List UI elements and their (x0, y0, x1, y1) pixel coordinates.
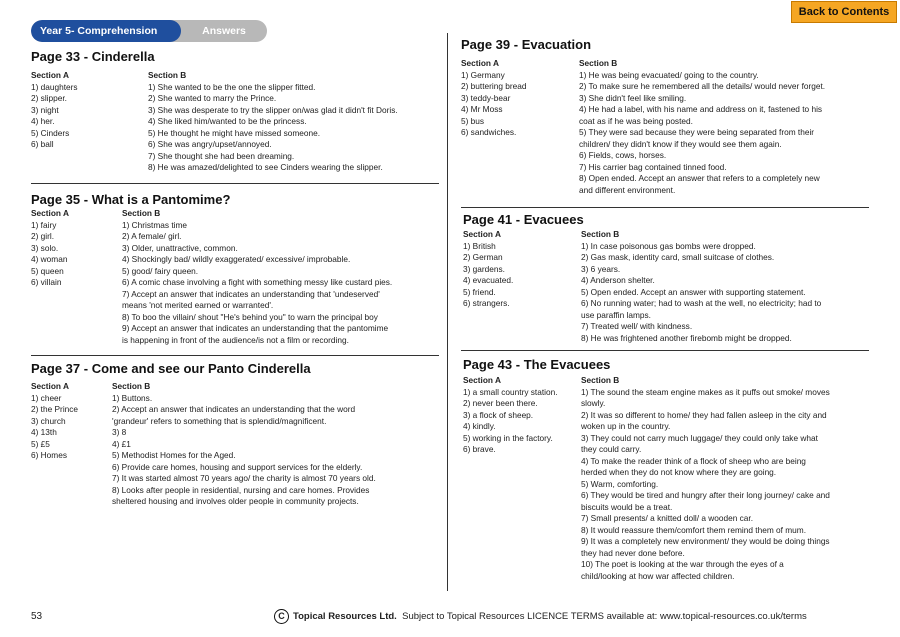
answer-b: 4) Anderson shelter. (581, 275, 655, 285)
section-a-page37 (31, 381, 78, 462)
answer-b: 2) It was so different to home/ they had fallen asleep in the city and (581, 409, 827, 420)
section-title-page37: Page 37 - Come and see our Panto Cinderella (31, 361, 311, 376)
answer-a: 3) a flock of sheep. (463, 409, 534, 420)
answer-b: 6) No running water; had to wash at the well, no electricity; had to (581, 298, 822, 308)
section-divider (31, 183, 439, 184)
answer-a: 6) strangers. (463, 298, 510, 308)
answer-b: 4) He had a label, with his name and address on it, fastened to his (579, 104, 823, 114)
answer-a: 5) £5 (31, 438, 50, 449)
answer-b: 8) To boo the villain/ shout "He's behind you" to warn the principal boy (122, 311, 378, 322)
answer-b: 5) Open ended. Accept an answer with supporting statement. (581, 286, 806, 297)
answer-a: 6) brave. (463, 444, 496, 454)
copyright-icon: C (274, 609, 289, 624)
answer-b: they could carry. (581, 444, 642, 454)
section-title-page35: Page 35 - What is a Pantomime? (31, 192, 231, 207)
section-b-heading: Section B (148, 70, 187, 80)
answer-a: 6) villain (31, 277, 62, 287)
answer-b: 2) To make sure he remembered all the details/ would never forget. (579, 81, 826, 91)
answer-a: 4) Mr Moss (461, 104, 503, 114)
section-a-page41 (463, 229, 513, 310)
answer-b: 2) She wanted to marry the Prince. (148, 93, 277, 103)
section-a-heading: Section A (31, 381, 69, 391)
answer-a: 5) Cinders (31, 127, 70, 138)
section-b-heading: Section B (112, 381, 151, 391)
answer-a: 6) Homes (31, 450, 67, 460)
answer-b: 6) A comic chase involving a fight with something messy like custard pies. (122, 277, 393, 287)
answer-b: 6) Fields, cows, horses. (579, 150, 667, 160)
answer-b: 7) Treated well/ with kindness. (581, 321, 693, 331)
answer-b: 3) Older, unattractive, common. (122, 242, 238, 253)
section-a-heading: Section A (461, 58, 499, 68)
answer-a: 4) evacuated. (463, 275, 514, 285)
answer-b: 5) He thought he might have missed someone. (148, 127, 321, 138)
answer-a: 3) church (31, 415, 66, 426)
answer-a: 4) kindly. (463, 421, 496, 431)
answer-b: sheltered housing and involves older people in community projects. (112, 496, 359, 506)
answer-a: 1) daughters (31, 81, 78, 92)
section-title-page41: Page 41 - Evacuees (463, 212, 584, 227)
answer-b: 6) Provide care homes, housing and support services for the elderly. (112, 461, 363, 472)
answer-a: 3) solo. (31, 242, 59, 253)
answer-b: 2) Gas mask, identity card, small suitcase of clothes. (581, 252, 775, 262)
answer-b: 2) A female/ girl. (122, 231, 182, 241)
company-name: Topical Resources Ltd. (293, 611, 397, 623)
answer-a: 1) a small country station. (463, 386, 558, 397)
answer-a: 2) German (463, 252, 503, 262)
answer-a: 2) never been there. (463, 398, 538, 408)
answer-b: they had never done before. (581, 547, 685, 558)
answer-b: 7) His carrier bag contained tinned food. (579, 161, 727, 172)
answer-b: children/ they didn't know if they would see them again. (579, 138, 782, 149)
answer-b: 5) Warm, comforting. (581, 478, 659, 489)
answer-a: 5) friend. (463, 286, 496, 297)
section-b-heading: Section B (581, 229, 620, 239)
answer-a: 3) night (31, 104, 59, 115)
answer-a: 2) slipper. (31, 93, 67, 103)
answer-b: herded when they do not know where they are going. (581, 467, 777, 477)
answer-a: 6) ball (31, 139, 54, 149)
answer-a: 3) gardens. (463, 263, 505, 274)
answer-b: 1) He was being evacuated/ going to the country. (579, 69, 759, 80)
answer-a: 6) sandwiches. (461, 127, 517, 137)
page-number: 53 (31, 611, 43, 622)
answer-b: 6) She was angry/upset/annoyed. (148, 139, 272, 149)
answer-b: 3) They could not carry much luggage/ they could only take what (581, 432, 818, 443)
answer-b: 4) £1 (112, 438, 131, 449)
answer-b: 1) Buttons. (112, 392, 153, 403)
answer-b: use paraffin lamps. (581, 309, 651, 320)
section-title-page43: Page 43 - The Evacuees (463, 357, 611, 372)
answer-b: 1) The sound the steam engine makes as it puffs out smoke/ moves (581, 386, 830, 397)
section-a-heading: Section A (463, 375, 501, 385)
tab-answers[interactable]: Answers (202, 25, 246, 37)
answer-b: and different environment. (579, 184, 676, 195)
tab-year5-comprehension[interactable]: Year 5- Comprehension (31, 20, 181, 42)
answer-b: 8) It would reassure them/comfort them remind them of mum. (581, 524, 807, 535)
answer-b: 1) In case poisonous gas bombs were dropped. (581, 240, 756, 251)
section-a-heading: Section A (31, 208, 69, 218)
answer-a: 1) Germany (461, 69, 505, 80)
answer-a: 1) fairy (31, 219, 57, 230)
answer-a: 1) cheer (31, 392, 62, 403)
answer-b: 3) She didn't feel like smiling. (579, 92, 687, 103)
section-a-page39 (461, 58, 527, 139)
section-b-page35 (122, 208, 392, 346)
answer-b: 4) To make the reader think of a flock of sheep who are being (581, 455, 806, 466)
back-to-contents-button[interactable]: Back to Contents (791, 1, 897, 23)
footer-copyright (274, 609, 807, 624)
answer-b: 8) He was amazed/delighted to see Cinders wearing the slipper. (148, 162, 383, 172)
section-b-heading: Section B (581, 375, 620, 385)
answer-b: coat as if he was being posted. (579, 115, 693, 126)
answer-b: 3) 8 (112, 427, 127, 437)
licence-text[interactable]: Subject to Topical Resources LICENCE TERMS available at: www.topical-resources.co.uk/terms (402, 611, 807, 623)
answer-b: 7) It was started almost 70 years ago/ the charity is almost 70 years old. (112, 473, 376, 483)
section-a-heading: Section A (31, 70, 69, 80)
answer-a: 4) her. (31, 116, 55, 126)
section-a-page35 (31, 208, 69, 289)
answer-a: 1) British (463, 240, 496, 251)
section-a-page43 (463, 375, 558, 456)
answer-b: 7) Small presents/ a knitted doll/ a wooden car. (581, 513, 754, 523)
section-divider (461, 207, 869, 208)
section-title-page33: Page 33 - Cinderella (31, 49, 155, 64)
answer-a: 5) working in the factory. (463, 432, 553, 443)
answer-b: is happening in front of the audience/is not a film or recording. (122, 334, 349, 345)
section-b-page37 (112, 381, 376, 508)
answer-b: 9) It was a completely new environment/ they would be doing things (581, 536, 830, 546)
answer-b: 6) They would be tired and hungry after their long journey/ cake and (581, 490, 830, 500)
answer-a: 2) buttering bread (461, 81, 527, 91)
answer-b: slowly. (581, 398, 606, 408)
answer-b: 'grandeur' refers to something that is splendid/magnificent. (112, 415, 327, 426)
answer-b: 3) She was desperate to try the slipper on/was glad it didn't fit Doris. (148, 104, 398, 115)
answer-b: 2) Accept an answer that indicates an understanding that the word (112, 404, 356, 414)
section-b-heading: Section B (579, 58, 618, 68)
answer-b: 7) Accept an answer that indicates an understanding that 'undeserved' (122, 288, 380, 299)
answer-a: 4) 13th (31, 427, 57, 437)
answer-b: biscuits would be a treat. (581, 501, 673, 512)
answer-b: 8) Open ended. Accept an answer that refers to a completely new (579, 173, 820, 183)
answer-a: 2) girl. (31, 231, 55, 241)
section-title-page39: Page 39 - Evacuation (461, 37, 592, 52)
answer-a: 5) queen (31, 265, 64, 276)
answer-b: 4) Shockingly bad/ wildly exaggerated/ excessive/ improbable. (122, 254, 351, 264)
answer-b: 1) She wanted to be the one the slipper fitted. (148, 81, 316, 92)
answer-b: 4) She liked him/wanted to be the princess. (148, 116, 307, 126)
answer-a: 3) teddy-bear (461, 92, 511, 103)
section-b-page33 (148, 70, 398, 174)
header-tabs (31, 20, 267, 42)
answer-b: 9) Accept an answer that indicates an understanding that the pantomime (122, 323, 389, 333)
answer-a: 4) woman (31, 254, 68, 264)
section-a-page33 (31, 70, 78, 151)
answer-a: 5) bus (461, 115, 485, 126)
section-b-heading: Section B (122, 208, 161, 218)
section-divider (461, 350, 869, 351)
section-b-page43 (581, 375, 830, 582)
answer-b: 5) They were sad because they were being separated from their (579, 127, 815, 137)
answer-b: 5) Methodist Homes for the Aged. (112, 450, 236, 460)
answer-b: 1) Christmas time (122, 219, 188, 230)
answer-b: 7) She thought she had been dreaming. (148, 150, 295, 161)
answer-b: 8) He was frightened another firebomb might be dropped. (581, 332, 792, 343)
section-divider (31, 355, 439, 356)
section-b-page39 (579, 58, 825, 196)
answer-b: 10) The poet is looking at the war through the eyes of a (581, 559, 784, 569)
answer-b: woken up in the country. (581, 421, 671, 431)
answer-b: child/looking at how war affected children. (581, 570, 735, 581)
answer-b: 8) Looks after people in residential, nursing and care homes. Provides (112, 484, 370, 495)
answer-a: 2) the Prince (31, 404, 79, 414)
section-a-heading: Section A (463, 229, 501, 239)
column-divider (447, 33, 448, 591)
answer-b: 5) good/ fairy queen. (122, 265, 199, 276)
answer-b: 3) 6 years. (581, 263, 621, 274)
section-b-page41 (581, 229, 821, 344)
answer-b: means 'not merited earned or warranted'. (122, 300, 274, 310)
